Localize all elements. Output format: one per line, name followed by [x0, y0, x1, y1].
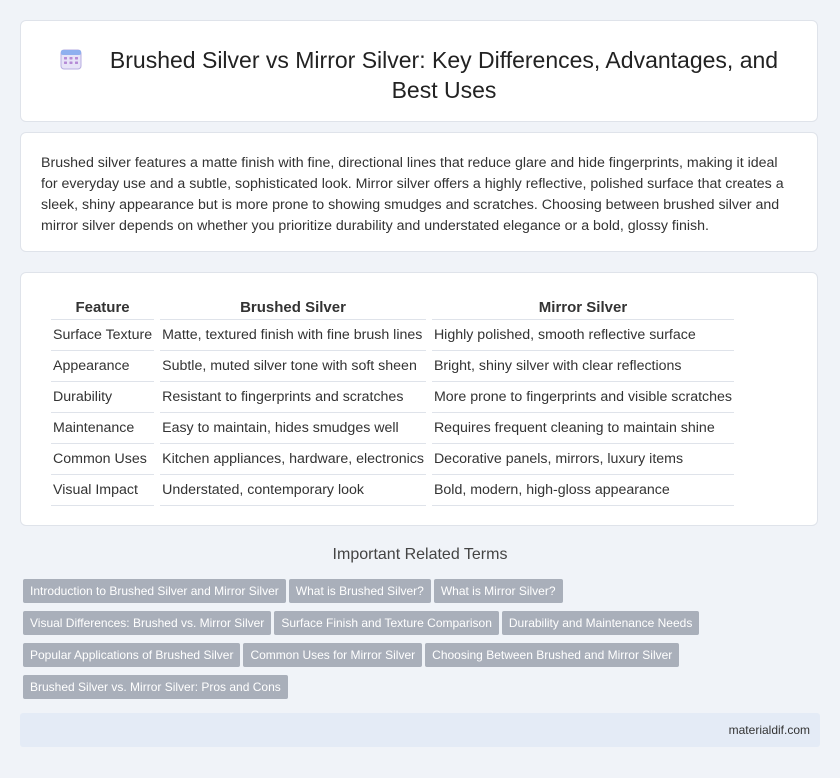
table-cell: Subtle, muted silver tone with soft sheen: [160, 351, 426, 382]
table-row: [51, 382, 734, 413]
related-term-link[interactable]: Brushed Silver vs. Mirror Silver: Pros and Cons: [23, 675, 288, 699]
intro-card: [20, 132, 818, 252]
table-row: [51, 351, 734, 382]
related-term-link[interactable]: Surface Finish and Texture Comparison: [274, 611, 499, 635]
table-cell: Kitchen appliances, hardware, electronics: [160, 444, 426, 475]
footer: [20, 713, 820, 747]
header-mirror-silver: Mirror Silver: [432, 295, 734, 320]
related-term-link[interactable]: What is Mirror Silver?: [434, 579, 563, 603]
site-name[interactable]: materialdif.com: [728, 723, 810, 737]
header-brushed-silver: Brushed Silver: [160, 295, 426, 320]
table-cell: Common Uses: [51, 444, 154, 475]
related-term-link[interactable]: Durability and Maintenance Needs: [502, 611, 699, 635]
intro-paragraph: Brushed silver features a matte finish with fine, directional lines that reduce glare and hide fingerprints, making it ideal for everyday use and a subtle, sophisticated look. Mirror silver offers a highly reflective, polished surface that creates a sleek, shiny appearance but is more prone to showing smudges and scratches. Choosing between brushed silver and mirror silver depends on whether you prioritize durability and understated elegance or a bold, glossy finish.: [41, 155, 784, 234]
table-cell: Easy to maintain, hides smudges well: [160, 413, 426, 444]
related-term-link[interactable]: Popular Applications of Brushed Silver: [23, 643, 240, 667]
table-cell: Visual Impact: [51, 475, 154, 506]
table-cell: Maintenance: [51, 413, 154, 444]
table-cell: Durability: [51, 382, 154, 413]
table-cell: Resistant to fingerprints and scratches: [160, 382, 426, 413]
calendar-grid-icon: [59, 47, 83, 71]
page-title: Brushed Silver vs Mirror Silver: Key Differences, Advantages, and Best Uses: [109, 47, 779, 103]
related-term-link[interactable]: What is Brushed Silver?: [289, 579, 431, 603]
table-cell: Appearance: [51, 351, 154, 382]
related-term-link[interactable]: Introduction to Brushed Silver and Mirror Silver: [23, 579, 286, 603]
table-cell: Highly polished, smooth reflective surface: [432, 320, 734, 351]
table-cell: Requires frequent cleaning to maintain shine: [432, 413, 734, 444]
table-cell: More prone to fingerprints and visible scratches: [432, 382, 734, 413]
table-row: [51, 413, 734, 444]
related-term-link[interactable]: Visual Differences: Brushed vs. Mirror Silver: [23, 611, 271, 635]
table-cell: Understated, contemporary look: [160, 475, 426, 506]
related-term-link[interactable]: Common Uses for Mirror Silver: [243, 643, 422, 667]
table-cell: Matte, textured finish with fine brush lines: [160, 320, 426, 351]
table-cell: Surface Texture: [51, 320, 154, 351]
table-row: [51, 444, 734, 475]
related-terms-list: [23, 579, 723, 707]
comparison-card: [20, 272, 818, 526]
title-card: [20, 20, 818, 122]
related-term-link[interactable]: Choosing Between Brushed and Mirror Silver: [425, 643, 679, 667]
table-row: [51, 320, 734, 351]
table-row: [51, 475, 734, 506]
table-cell: Bright, shiny silver with clear reflections: [432, 351, 734, 382]
table-header-row: [51, 295, 734, 320]
comparison-table: [45, 295, 740, 506]
related-terms-heading: Important Related Terms: [332, 546, 508, 563]
table-cell: Decorative panels, mirrors, luxury items: [432, 444, 734, 475]
table-cell: Bold, modern, high-gloss appearance: [432, 475, 734, 506]
header-feature: Feature: [51, 295, 154, 320]
